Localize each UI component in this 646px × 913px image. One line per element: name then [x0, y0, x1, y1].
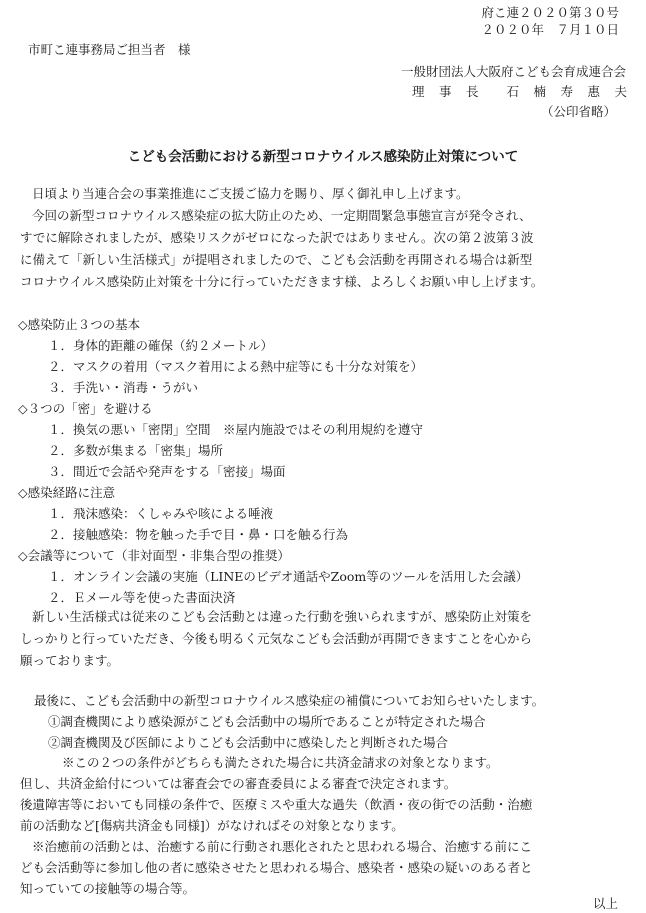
list-item: ３．手洗い・消毒・うがい [48, 380, 199, 395]
insurance-condition: ②調査機関及び医師によりこども会活動中に感染したと判断された場合 [48, 735, 449, 750]
closing-line: 新しい生活様式は従来のこども会活動とは違った行動を強いられますが、感染防止対策を [32, 609, 533, 624]
intro-line: 日頃より当連合会の事業推進にご支援ご協力を賜り、厚く御礼申し上げます。 [32, 186, 469, 201]
intro-line: コロナウイルス感染防止対策を十分に行っていただきます様、よろしくお願い申し上げます。 [20, 274, 544, 289]
list-item: １．換気の悪い「密閉」空間 ※屋内施設ではその利用規約を遵守 [48, 422, 424, 437]
insurance-condition: ①調査機関により感染源がこども会活動中の場所であることが特定された場合 [48, 714, 486, 729]
list-item: ２．Ｅメール等を使った書面決済 [48, 590, 236, 605]
list-item: １．オンライン会議の実施（LINEのビデオ通話やZoom等のツールを活用した会議） [48, 569, 529, 584]
insurance-note: ※治癒前の活動とは、治癒する前に行動され悪化されたと思われる場合、治癒する前にこ [32, 839, 533, 854]
section-heading: ◇感染経路に注意 [18, 485, 116, 500]
insurance-note: ※この２つの条件がどちらも満たされた場合に共済金請求の対象となります。 [62, 755, 499, 770]
list-item: ２．接触感染：物を触った手で目・鼻・口を触る行為 [48, 527, 349, 542]
insurance-line: 最後に、こども会活動中の新型コロナウイルス感染症の補償についてお知らせいたします。 [34, 693, 545, 708]
document-title: こども会活動における新型コロナウイルス感染防止対策について [127, 149, 519, 165]
insurance-line: 知っていての接触等の場合等。 [20, 881, 196, 896]
section-heading: ◇３つの「密」を避ける [18, 401, 153, 416]
insurance-line: 前の活動など[傷病共済金も同様]）がなければその対象となります。 [20, 818, 404, 833]
insurance-line: 後遺障害等においても同様の条件で、医療ミスや重大な過失（飲酒・夜の街での活動・治癒 [20, 797, 533, 812]
addressee: 市町こ連事務局ご担当者 様 [28, 42, 191, 57]
insurance-line: 但し、共済金給付については審査会での審査委員による審査で決定されます。 [20, 776, 457, 791]
list-item: １．飛沫感染：くしゃみや咳による唾液 [48, 506, 274, 521]
issue-date: ２０２０年 ７月１０日 [481, 22, 619, 37]
doc-number: 府こ連２０２０第３０号 [481, 5, 619, 20]
closing-line: 願っております。 [20, 653, 120, 668]
end-mark: 以上 [592, 896, 618, 911]
closing-line: しっかりと行っていただき、今後も明るく元気なこども会活動が再開できますことを心から [20, 631, 533, 646]
intro-line: 今回の新型コロナウイルス感染症の拡大防止のため、一定期間緊急事態宣言が発令され、 [32, 208, 532, 223]
list-item: ２．マスクの着用（マスク着用による熱中症等にも十分な対策を） [48, 359, 424, 374]
list-item: ２．多数が集まる「密集」場所 [48, 443, 224, 458]
insurance-line: ども会活動等に参加し他の者に感染させたと思われる場合、感染者・感染の疑いのある者と [20, 860, 533, 875]
intro-line: に備えて「新しい生活様式」が提唱されましたので、こども会活動を再開される場合は新型 [20, 252, 533, 267]
section-heading: ◇感染防止３つの基本 [18, 317, 141, 332]
sender-name: 理 事 長 石 楠 寿 惠 夫 [411, 84, 628, 99]
list-item: １．身体的距離の確保（約２メートル） [48, 338, 274, 353]
seal-note: （公印省略） [540, 104, 616, 119]
sender-organization: 一般財団法人大阪府こども会育成連合会 [400, 64, 626, 79]
list-item: ３．間近で会話や発声をする「密接」場面 [48, 464, 286, 479]
section-heading: ◇会議等について（非対面型・非集合型の推奨） [18, 548, 290, 563]
intro-line: すでに解除されましたが、感染リスクがゼロになった訳ではありません。次の第２波第３波 [20, 230, 534, 245]
